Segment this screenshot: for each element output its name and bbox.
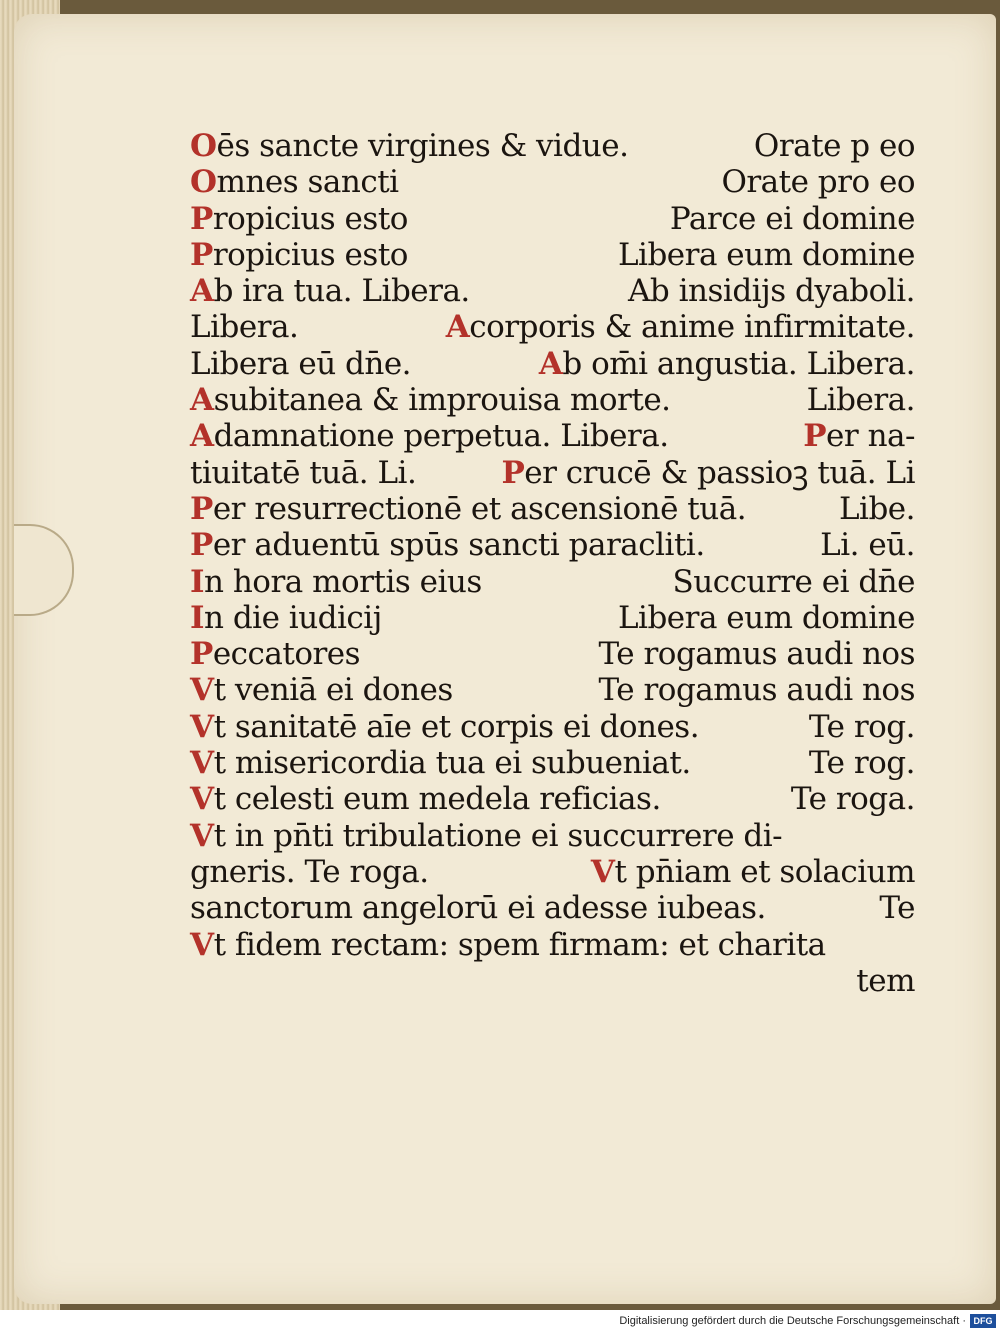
line-text: Parce ei domine: [669, 200, 915, 237]
line-left-text: [190, 201, 408, 237]
line-left-text: [190, 237, 408, 273]
line-text: Succurre ei dn̄e: [672, 563, 915, 600]
line-text: corporis & anime infirmitate.: [469, 309, 915, 346]
text-line: [190, 709, 915, 745]
line-right-text: [673, 564, 916, 600]
line-text: mnes sancti: [216, 164, 399, 201]
line-text: eccatores: [212, 636, 361, 673]
line-left-text: [190, 709, 699, 745]
rubric-initial: I: [190, 563, 205, 600]
line-text: Te rogamus audi nos: [598, 636, 915, 673]
line-text: ropicius esto: [212, 236, 408, 273]
rubric-initial: O: [190, 128, 217, 164]
line-right-text: [628, 273, 915, 309]
line-right-text: [618, 600, 915, 636]
text-line: [190, 600, 915, 636]
line-right-text: [754, 128, 915, 164]
line-left-text: [190, 128, 628, 164]
line-left-text: [190, 636, 360, 672]
line-right-text: [820, 527, 915, 563]
line-text: t veniā ei dones: [213, 672, 453, 709]
rubric-initial: P: [190, 200, 213, 237]
rubric-initial: V: [190, 817, 214, 854]
line-left-text: [190, 273, 470, 309]
line-left-text: [190, 455, 416, 491]
text-line: [190, 418, 915, 454]
text-line: [190, 382, 915, 418]
rubric-initial: V: [190, 672, 214, 709]
line-text: t in pn̄ti tribulatione ei succurrere di-: [213, 817, 783, 854]
text-block: [190, 128, 915, 999]
line-text: Te rog.: [808, 708, 915, 745]
text-line: [190, 927, 915, 963]
line-right-text: [791, 781, 915, 817]
line-text: Te rogamus audi nos: [598, 672, 915, 709]
line-right-text: [809, 709, 915, 745]
text-line: [190, 818, 915, 854]
line-text: Libera.: [190, 309, 299, 346]
line-text: b om̄i angustia. Libera.: [562, 345, 915, 382]
rubric-initial: P: [190, 527, 213, 564]
line-left-text: [190, 309, 298, 345]
line-text: ropicius esto: [212, 200, 408, 237]
text-line: [190, 564, 915, 600]
line-text: Te: [879, 890, 915, 927]
line-right-text: [599, 636, 916, 672]
rubric-initial: V: [190, 781, 214, 818]
line-left-text: [190, 527, 705, 563]
line-left-text: [190, 854, 429, 890]
line-text: er resurrectionē et ascensionē tuā.: [212, 490, 747, 527]
line-right-text: [803, 418, 915, 454]
line-right-text: [446, 309, 915, 345]
rubric-initial: A: [445, 309, 470, 346]
text-line: [190, 636, 915, 672]
line-text: Li. eū.: [820, 527, 915, 564]
line-text: Libera.: [806, 382, 915, 419]
line-right-text: [879, 890, 915, 926]
rubric-initial: V: [590, 853, 615, 890]
line-text: Te roga.: [790, 781, 915, 818]
line-left-text: [190, 781, 661, 817]
rubric-initial: A: [538, 345, 563, 382]
dfg-logo-icon: DFG: [970, 1314, 996, 1328]
line-right-text: [539, 346, 915, 382]
line-text: Libera eū dn̄e.: [190, 345, 412, 382]
line-text: t celesti eum medela reficias.: [213, 781, 661, 818]
line-text: er crucē & passioꝫ tuā. Li: [524, 454, 915, 491]
rubric-initial: P: [803, 418, 827, 455]
line-text: t fidem rectam: spem firmam: et charita: [213, 926, 826, 963]
rubric-initial: P: [190, 490, 213, 527]
line-left-text: [190, 491, 746, 527]
line-right-text: [501, 455, 915, 491]
text-line: [190, 745, 915, 781]
line-text: b ira tua. Libera.: [213, 273, 470, 310]
text-line: [190, 164, 915, 200]
line-text: Libe.: [838, 490, 915, 527]
line-right-text: [809, 745, 915, 781]
clasp-tab: [14, 524, 74, 616]
text-line: [190, 963, 915, 999]
line-right-text: [839, 491, 915, 527]
rubric-initial: P: [190, 236, 213, 273]
footer-bar: [0, 1310, 1000, 1333]
line-text: ēs sancte virgines & vidue.: [216, 128, 629, 164]
text-line: [190, 237, 915, 273]
text-line: [190, 455, 915, 491]
line-text: t misericordia tua ei subueniat.: [213, 745, 691, 782]
line-text: Orate p eo: [753, 128, 915, 164]
line-text: er na-: [826, 418, 915, 455]
text-line: [190, 346, 915, 382]
text-line: [190, 128, 915, 164]
line-text: t pn̄iam et solacium: [614, 853, 915, 890]
line-right-text: [618, 237, 915, 273]
line-left-text: [190, 927, 826, 963]
footer-credit: Digitalisierung gefördert durch die Deutsche Forschungsgemeinschaft ·: [619, 1315, 966, 1327]
text-line: [190, 527, 915, 563]
line-left-text: [190, 818, 782, 854]
text-line: [190, 854, 915, 890]
rubric-initial: P: [501, 454, 525, 491]
text-line: [190, 273, 915, 309]
text-line: [190, 201, 915, 237]
line-left-text: [190, 672, 453, 708]
line-right-text: [599, 672, 916, 708]
line-left-text: [190, 745, 691, 781]
line-right-text: [591, 854, 915, 890]
line-left-text: [190, 418, 669, 454]
text-line: [190, 491, 915, 527]
line-text: tem: [856, 962, 915, 999]
line-right-text: [670, 201, 915, 237]
rubric-initial: O: [190, 164, 217, 201]
text-line: [190, 672, 915, 708]
line-left-text: [190, 890, 766, 926]
text-line: [190, 890, 915, 926]
line-left-text: [190, 600, 382, 636]
line-text: Libera eum domine: [617, 599, 915, 636]
line-right-text: [856, 963, 915, 999]
rubric-initial: I: [190, 599, 205, 636]
line-left-text: [190, 382, 671, 418]
line-right-text: [721, 164, 915, 200]
text-line: [190, 781, 915, 817]
line-text: subitanea & improuisa morte.: [213, 382, 671, 419]
line-text: sanctorum angelorū ei adesse iubeas.: [190, 890, 766, 927]
line-text: t sanitatē aīe et corpis ei dones.: [213, 708, 700, 745]
rubric-initial: V: [190, 708, 214, 745]
line-left-text: [190, 164, 399, 200]
rubric-initial: A: [190, 273, 214, 310]
line-text: n hora mortis eius: [204, 563, 482, 600]
line-right-text: [807, 382, 915, 418]
line-text: Ab insidijs dyaboli.: [628, 273, 915, 310]
line-text: Orate pro eo: [721, 164, 915, 201]
rubric-initial: P: [190, 636, 213, 673]
rubric-initial: V: [190, 926, 214, 963]
line-text: n die iudicij: [204, 599, 382, 636]
text-line: [190, 309, 915, 345]
line-text: gneris. Te roga.: [190, 853, 429, 890]
rubric-initial: A: [190, 418, 214, 455]
line-text: damnatione perpetua. Libera.: [213, 418, 669, 455]
line-text: Libera eum domine: [617, 236, 915, 273]
rubric-initial: V: [190, 745, 214, 782]
line-text: tiuitatē tuā. Li.: [190, 454, 417, 491]
line-left-text: [190, 346, 411, 382]
line-text: er aduentū spūs sancti paracliti.: [212, 527, 705, 564]
rubric-initial: A: [190, 382, 214, 419]
line-text: Te rog.: [808, 745, 915, 782]
line-left-text: [190, 564, 482, 600]
